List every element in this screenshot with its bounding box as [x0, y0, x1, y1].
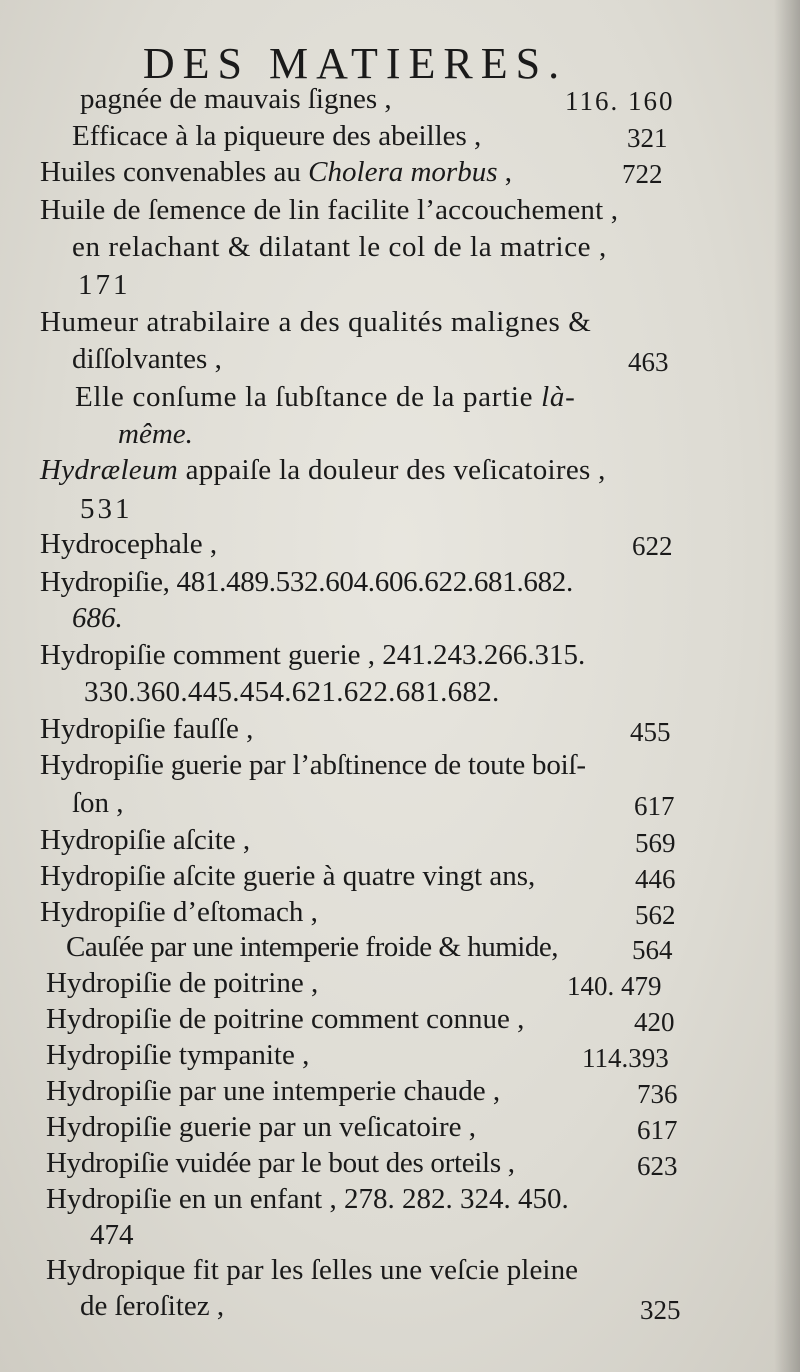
entry-line: Huile de ſemence de lin facilite l’accouchement , — [40, 194, 619, 226]
entry-line: même. — [118, 418, 193, 450]
running-header: DES MATIERES. — [142, 39, 568, 88]
entry-line: 686. — [72, 602, 123, 634]
entry-line: Hydropiſie par une intemperie chaude , — [46, 1075, 501, 1107]
page-ref: 569 — [635, 828, 676, 858]
entry-line: Hydropiſie fauſſe , — [40, 713, 254, 745]
entry-line: Hydropiſie, 481.489.532.604.606.622.681.682. — [40, 566, 573, 598]
page-ref: 463 — [628, 347, 669, 377]
page-ref: 617 — [634, 791, 675, 821]
page-ref: 140. 479 — [567, 971, 662, 1001]
entry-line: Hydropiſie de poitrine comment connue , — [46, 1003, 525, 1035]
page-ref: 321 — [627, 123, 668, 153]
entry-line: Efficace à la piqueure des abeilles , — [72, 120, 482, 152]
entry-line: ſon , — [72, 787, 124, 819]
entry-line: 330.360.445.454.621.622.681.682. — [84, 676, 500, 708]
entry-line: Hydropiſie de poitrine , — [46, 967, 319, 999]
page-ref: 562 — [635, 900, 676, 930]
page-ref: 446 — [635, 864, 676, 894]
page-ref: 617 — [637, 1115, 678, 1145]
page-ref: 622 — [632, 531, 673, 561]
page-ref: 455 — [630, 717, 671, 747]
entry-line: Hydropiſie d’eſtomach , — [40, 896, 318, 928]
entry-line: 171 — [78, 269, 131, 301]
page-ref: 564 — [632, 935, 673, 965]
page-ref: 623 — [637, 1151, 678, 1181]
entry-line: Hydropiſie aſcite , — [40, 824, 251, 856]
page-ref: 420 — [634, 1007, 675, 1037]
entry-line: Hydropique fit par les ſelles une veſcie pleine — [46, 1254, 579, 1286]
entry-line: Hydropiſie comment guerie , 241.243.266.315. — [40, 639, 586, 671]
entry-line: Humeur atrabilaire a des qualités malignes & — [40, 306, 592, 338]
entry-line: 531 — [80, 493, 133, 525]
entry-line: Hydropiſie vuidée par le bout des orteils , — [46, 1147, 515, 1179]
entry-line: 474 — [90, 1219, 134, 1251]
entry-line: diſſolvantes , — [72, 343, 222, 375]
entry-line: en relachant & dilatant le col de la matrice , — [72, 231, 607, 263]
entry-line: de ſeroſitez , — [80, 1290, 225, 1322]
page-ref: 722 — [622, 159, 663, 189]
entry-line: Hydropiſie en un enfant , 278. 282. 324. 450. — [46, 1183, 569, 1215]
entry-line: Hydropiſie guerie par l’abſtinence de toute boiſ- — [40, 749, 586, 781]
page-ref: 116. 160 — [565, 86, 675, 116]
entry-line: Huiles convenables au Cholera morbus , — [40, 156, 512, 188]
page-ref: 325 — [640, 1295, 681, 1325]
page-ref: 114.393 — [582, 1043, 669, 1073]
entry-line: Hydropiſie aſcite guerie à quatre vingt ans, — [40, 860, 536, 892]
page-ref: 736 — [637, 1079, 678, 1109]
entry-line: Hydræleum appaiſe la douleur des veſicatoires , — [40, 454, 606, 486]
entry-line: Hydropiſie tympanite , — [46, 1039, 310, 1071]
entry-line: Elle conſume la ſubſtance de la partie là- — [75, 381, 576, 413]
entry-line: Hydropiſie guerie par un veſicatoire , — [46, 1111, 477, 1143]
entry-line: Cauſée par une intemperie froide & humide, — [66, 931, 558, 963]
entry-line: Hydrocephale , — [40, 528, 218, 560]
entry-line: pagnée de mauvais ſignes , — [80, 83, 392, 115]
